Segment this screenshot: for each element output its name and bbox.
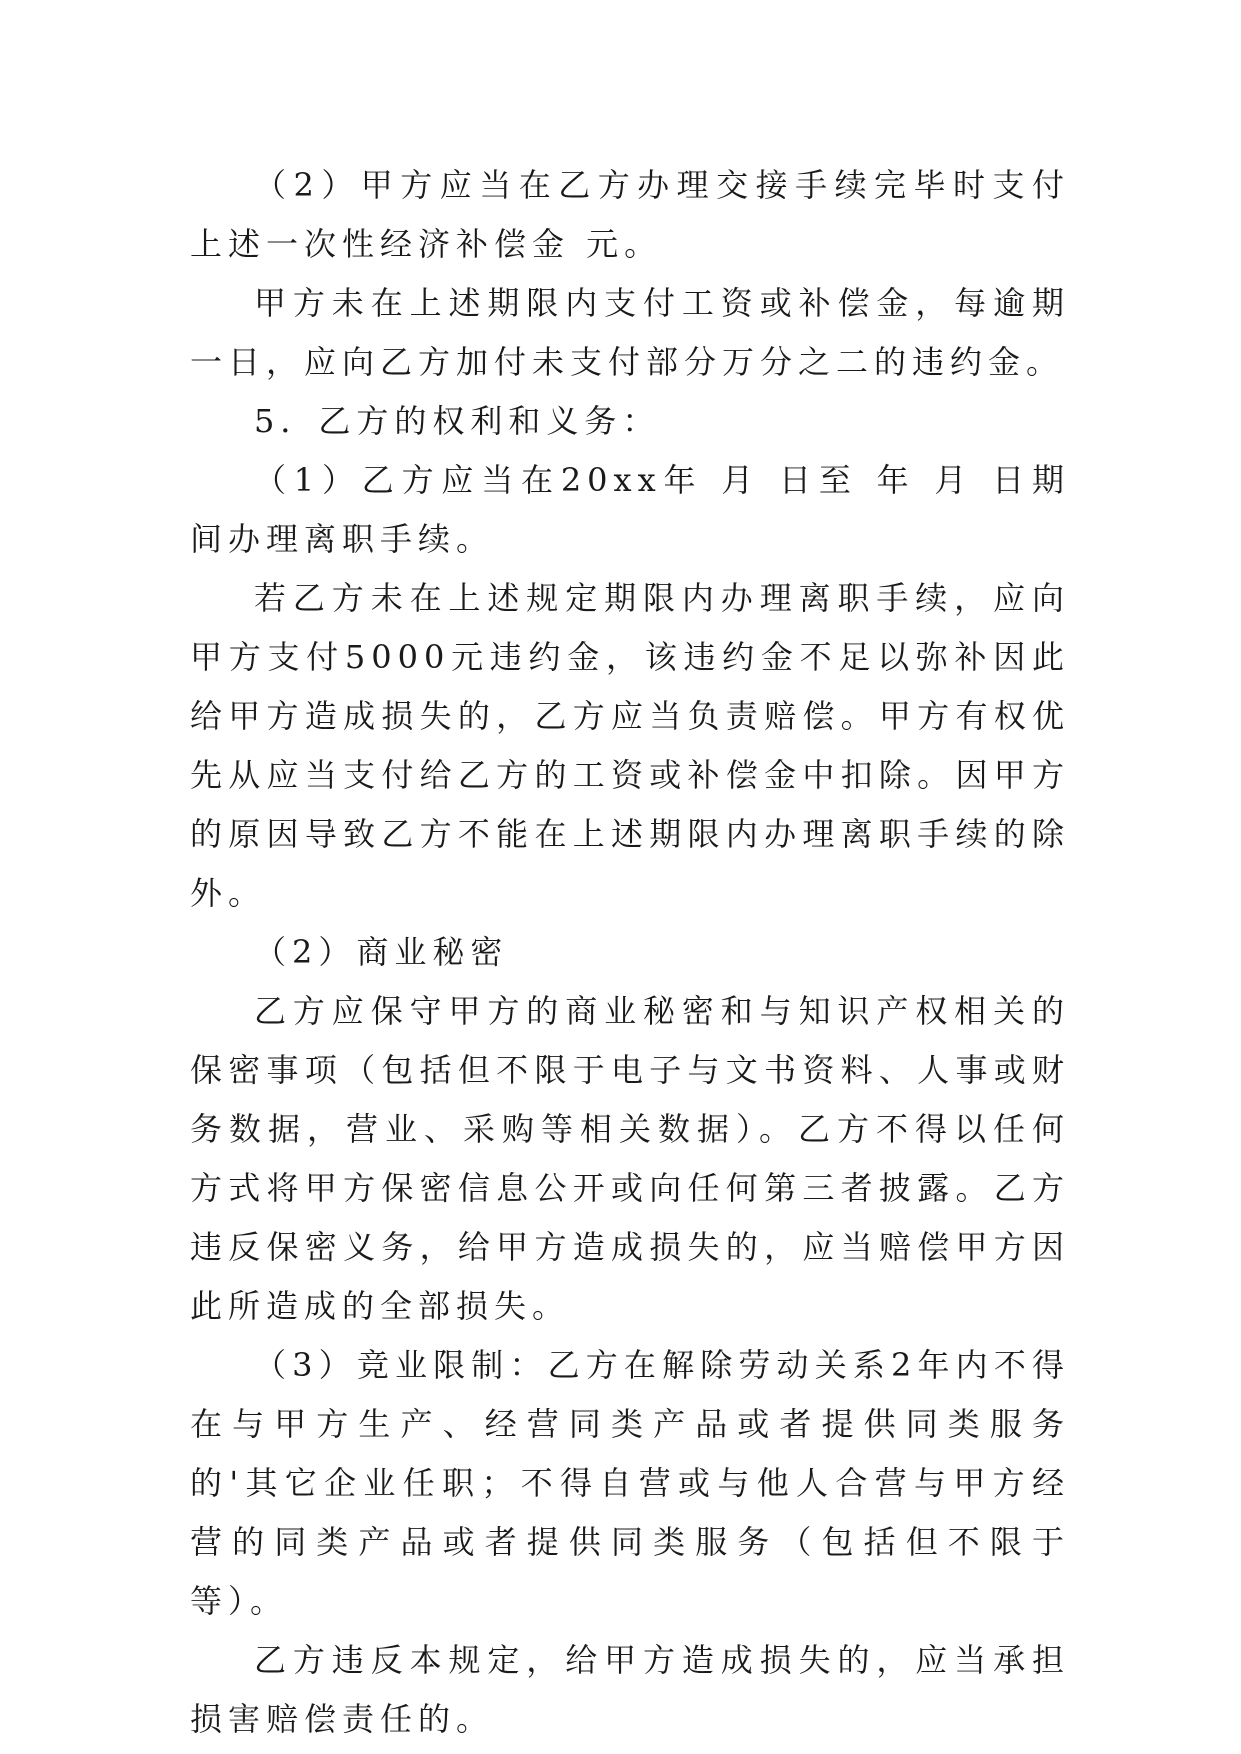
paragraph-non-compete: （3）竞业限制：乙方在解除劳动关系2年内不得在与甲方生产、经营同类产品或者提供同类服务的'其它企业任职；不得自营或与他人合营与甲方经营的同类产品或者提供同类服务（包括但不限于 等）。: [190, 1346, 1070, 1620]
document-body: [190, 156, 1070, 1749]
section-heading-rights-obligations: 5．乙方的权利和义务：: [254, 402, 661, 440]
paragraph-non-compete-liability: 乙方违反本规定，给甲方造成损失的，应当承担损害赔偿责任的。: [190, 1641, 1070, 1738]
paragraph-resignation-deadline: （1）乙方应当在20xx年 月 日至 年 月 日期间办理离职手续。: [190, 461, 1070, 558]
paragraph-late-penalty: 甲方未在上述期限内支付工资或补偿金，每逾期一日，应向乙方加付未支付部分万分之二的违约金。: [190, 284, 1070, 381]
paragraph-trade-secrets: 乙方应保守甲方的商业秘密和与知识产权相关的保密事项（包括但不限于电子与文书资料、人事或财务数据，营业、采购等相关数据）。乙方不得以任何方式将甲方保密信息公开或向任何第三者披露。乙方违反保密义务，给甲方造成损失的，应当赔偿甲方因此所造成的全部损失。: [190, 992, 1070, 1325]
paragraph-payment-time: （2）甲方应当在乙方办理交接手续完毕时支付上述一次性经济补偿金 元。: [190, 166, 1070, 263]
subheading-trade-secrets: （2）商业秘密: [254, 933, 509, 971]
paragraph-resignation-penalty: 若乙方未在上述规定期限内办理离职手续，应向甲方支付5000元违约金，该违约金不足以弥补因此给甲方造成损失的，乙方应当负责赔偿。甲方有权优先从应当支付给乙方的工资或补偿金中扣除。因甲方的原因导致乙方不能在上述期限内办理离职手续的除外。: [190, 579, 1070, 912]
